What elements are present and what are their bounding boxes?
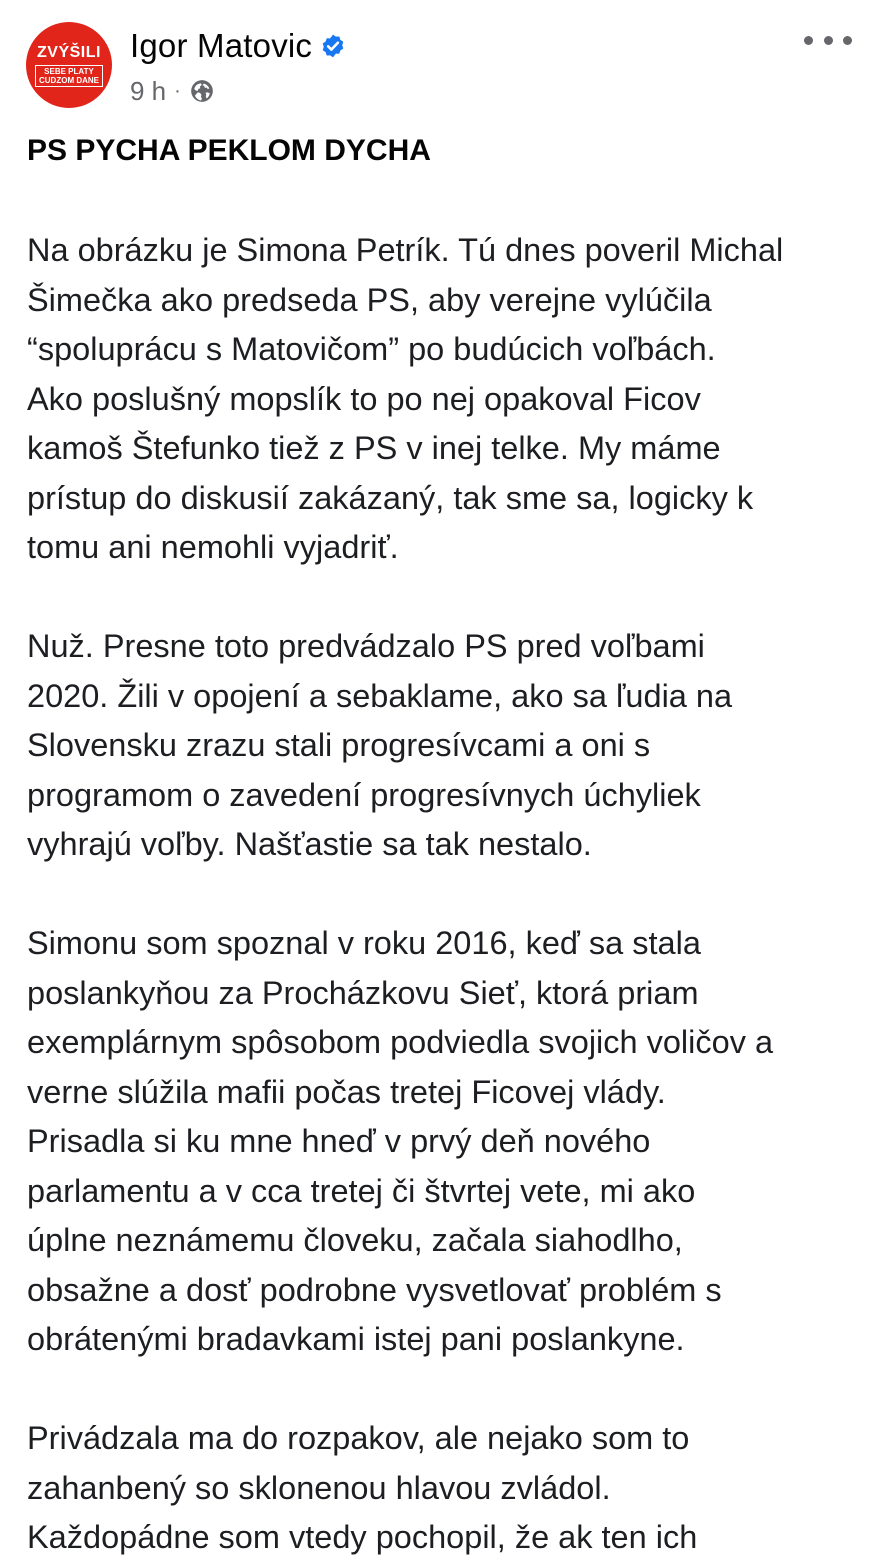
text-line: Ako poslušný mopslík to po nej opakoval Ficov xyxy=(27,380,701,417)
text-line: úplne neznámemu človeku, začala siahodlho, xyxy=(27,1222,683,1258)
more-dot xyxy=(824,36,833,45)
text-line: Nuž. Presne toto predvádzalo PS pred voľbami xyxy=(27,628,705,664)
author-row xyxy=(130,24,346,68)
text-line: vyhrajú voľby. Našťastie sa tak nestalo. xyxy=(27,826,592,862)
text-line: Simonu som spoznal v roku 2016, keď sa stala xyxy=(27,925,701,961)
text-line: 2020. Žili v opojení a sebaklame, ako sa ľudia na xyxy=(27,677,733,714)
post-timestamp[interactable]: 9 h xyxy=(130,75,167,106)
text-line: verne slúžila mafii počas tretej Ficovej vlády. xyxy=(27,1073,666,1110)
post-title: PS PYCHA PEKLOM DYCHA xyxy=(27,134,431,167)
meta-separator: · xyxy=(174,79,181,102)
avatar-text-top: ZVÝŠILI xyxy=(37,43,101,61)
paragraph-gap xyxy=(27,176,857,226)
post-header xyxy=(0,0,873,120)
paragraph-4 xyxy=(27,1414,857,1563)
text-line: prístup do diskusií zakázaný, tak sme sa, logicky k xyxy=(27,479,754,516)
more-dot xyxy=(843,36,852,45)
avatar[interactable] xyxy=(26,22,112,108)
text-line: Slovensku zrazu stali progresívcami a oni s xyxy=(27,727,651,763)
post-text xyxy=(27,126,857,1563)
text-line: kamoš Štefunko tiež z PS v inej telke. My máme xyxy=(27,430,721,466)
paragraph-3 xyxy=(27,919,857,1365)
avatar-text-bottom: SEBE PLATY CUDZOM DANE xyxy=(35,65,103,87)
paragraph-gap xyxy=(27,1365,857,1415)
paragraph-1 xyxy=(27,226,857,573)
text-line: “spoluprácu s Matovičom” po budúcich voľbách. xyxy=(27,331,716,367)
paragraph-gap xyxy=(27,573,857,623)
text-line: zahanbený so sklonenou hlavou zvládol. xyxy=(27,1469,611,1506)
text-line: obrátenými bradavkami istej pani poslankyne. xyxy=(27,1321,685,1357)
text-line: parlamentu a v cca tretej či štvrtej vete, mi ako xyxy=(27,1172,696,1209)
text-line: Šimečka ako predseda PS, aby verejne vylúčila xyxy=(27,281,712,318)
globe-icon xyxy=(189,78,215,104)
text-line: programom o zavedení progresívnych úchyliek xyxy=(27,776,701,813)
text-line: poslankyňou za Procházkovu Sieť, ktorá priam xyxy=(27,974,699,1011)
more-options-icon[interactable] xyxy=(804,22,852,58)
text-line: tomu ani nemohli vyjadriť. xyxy=(27,529,399,565)
author-name[interactable]: Igor Matovic xyxy=(130,27,313,64)
paragraph-gap xyxy=(27,870,857,920)
text-line: obsažne a dosť podrobne vysvetlovať problém s xyxy=(27,1271,722,1308)
post-meta xyxy=(130,74,215,108)
text-line: exemplárnym spôsobom podviedla svojich voličov a xyxy=(27,1024,774,1060)
verified-badge-icon xyxy=(320,33,346,59)
more-dot xyxy=(804,36,813,45)
text-line: Na obrázku je Simona Petrík. Tú dnes poveril Michal xyxy=(27,232,784,268)
text-line: Privádzala ma do rozpakov, ale nejako som to xyxy=(27,1420,690,1456)
text-line: Prisadla si ku mne hneď v prvý deň nového xyxy=(27,1123,651,1159)
text-line: Každopádne som vtedy pochopil, že ak ten ich xyxy=(27,1519,698,1555)
paragraph-2 xyxy=(27,622,857,870)
